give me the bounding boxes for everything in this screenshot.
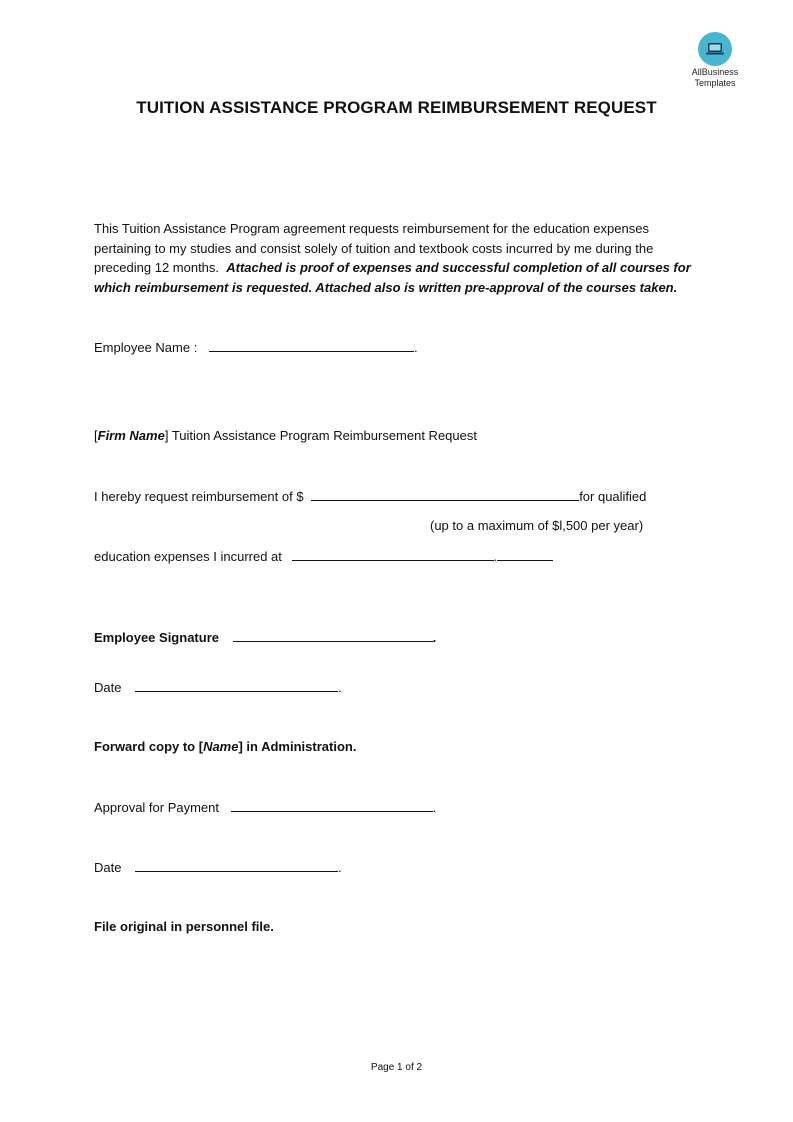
document-title: TUITION ASSISTANCE PROGRAM REIMBURSEMENT REQUEST: [136, 98, 657, 117]
page-number: Page 1 of 2: [370, 1062, 423, 1073]
intro-emphasis: Attached is proof of expenses and successful completion of all courses for which reimbursement is requested. Attached also is written pre-approval of the courses taken.: [94, 260, 691, 295]
reimbursement-amount-field[interactable]: [311, 487, 579, 501]
employee-signature-period: .: [432, 630, 437, 645]
firm-name-placeholder: Firm Name: [97, 428, 165, 443]
employee-name-label: Employee Name :: [94, 340, 198, 355]
employee-signature-label: Employee Signature: [94, 630, 219, 645]
approval-label: Approval for Payment: [94, 800, 220, 815]
approval-period: .: [432, 800, 437, 815]
institution-field-extension[interactable]: [497, 547, 553, 561]
firm-line-text: Tuition Assistance Program Reimbursement Request: [168, 428, 477, 443]
file-original-note: File original in personnel file.: [94, 919, 274, 934]
institution-label: education expenses I incurred at: [94, 549, 282, 564]
date-field-2[interactable]: [135, 858, 338, 872]
employee-name-row: [94, 338, 418, 357]
employee-signature-field[interactable]: [233, 628, 433, 642]
date-row-1: [94, 678, 342, 697]
employee-signature-row: [94, 628, 436, 647]
reimbursement-after-text: for qualified: [579, 489, 647, 504]
logo-badge: [698, 32, 732, 66]
approval-field[interactable]: [231, 798, 433, 812]
intro-paragraph: [94, 219, 694, 297]
firm-open-bracket: [: [94, 428, 98, 443]
firm-line: [94, 427, 477, 445]
institution-field[interactable]: [292, 547, 494, 561]
reimbursement-label: I hereby request reimbursement of $: [94, 489, 304, 504]
forward-copy-name-placeholder: Name: [203, 739, 239, 754]
forward-copy-post: ] in Administration.: [238, 739, 357, 754]
employee-name-field[interactable]: [209, 338, 414, 352]
date-row-2: [94, 858, 342, 877]
date-period-1: .: [338, 680, 342, 695]
reimbursement-request-row: [94, 487, 646, 506]
forward-copy-pre: Forward copy to [: [94, 739, 204, 754]
maximum-note: (up to a maximum of $l,500 per year): [430, 518, 644, 533]
company-logo: [680, 32, 750, 88]
date-label-2: Date: [94, 860, 122, 875]
forward-copy-row: [94, 738, 356, 756]
institution-period: .: [493, 549, 498, 564]
date-label-1: Date: [94, 680, 122, 695]
date-period-2: .: [338, 860, 342, 875]
logo-text-line1: AllBusiness: [691, 67, 739, 77]
date-field-1[interactable]: [135, 678, 338, 692]
logo-text-line2: Templates: [694, 78, 736, 88]
firm-close-bracket: ]: [164, 428, 169, 443]
employee-name-period: .: [413, 340, 418, 355]
institution-row: [94, 547, 553, 566]
approval-row: [94, 798, 436, 817]
intro-text: This Tuition Assistance Program agreement requests reimbursement for the education expenses pertaining to my studies and consist solely of tuition and textbook costs incurred by me during the preceding 12 months.: [94, 221, 654, 275]
